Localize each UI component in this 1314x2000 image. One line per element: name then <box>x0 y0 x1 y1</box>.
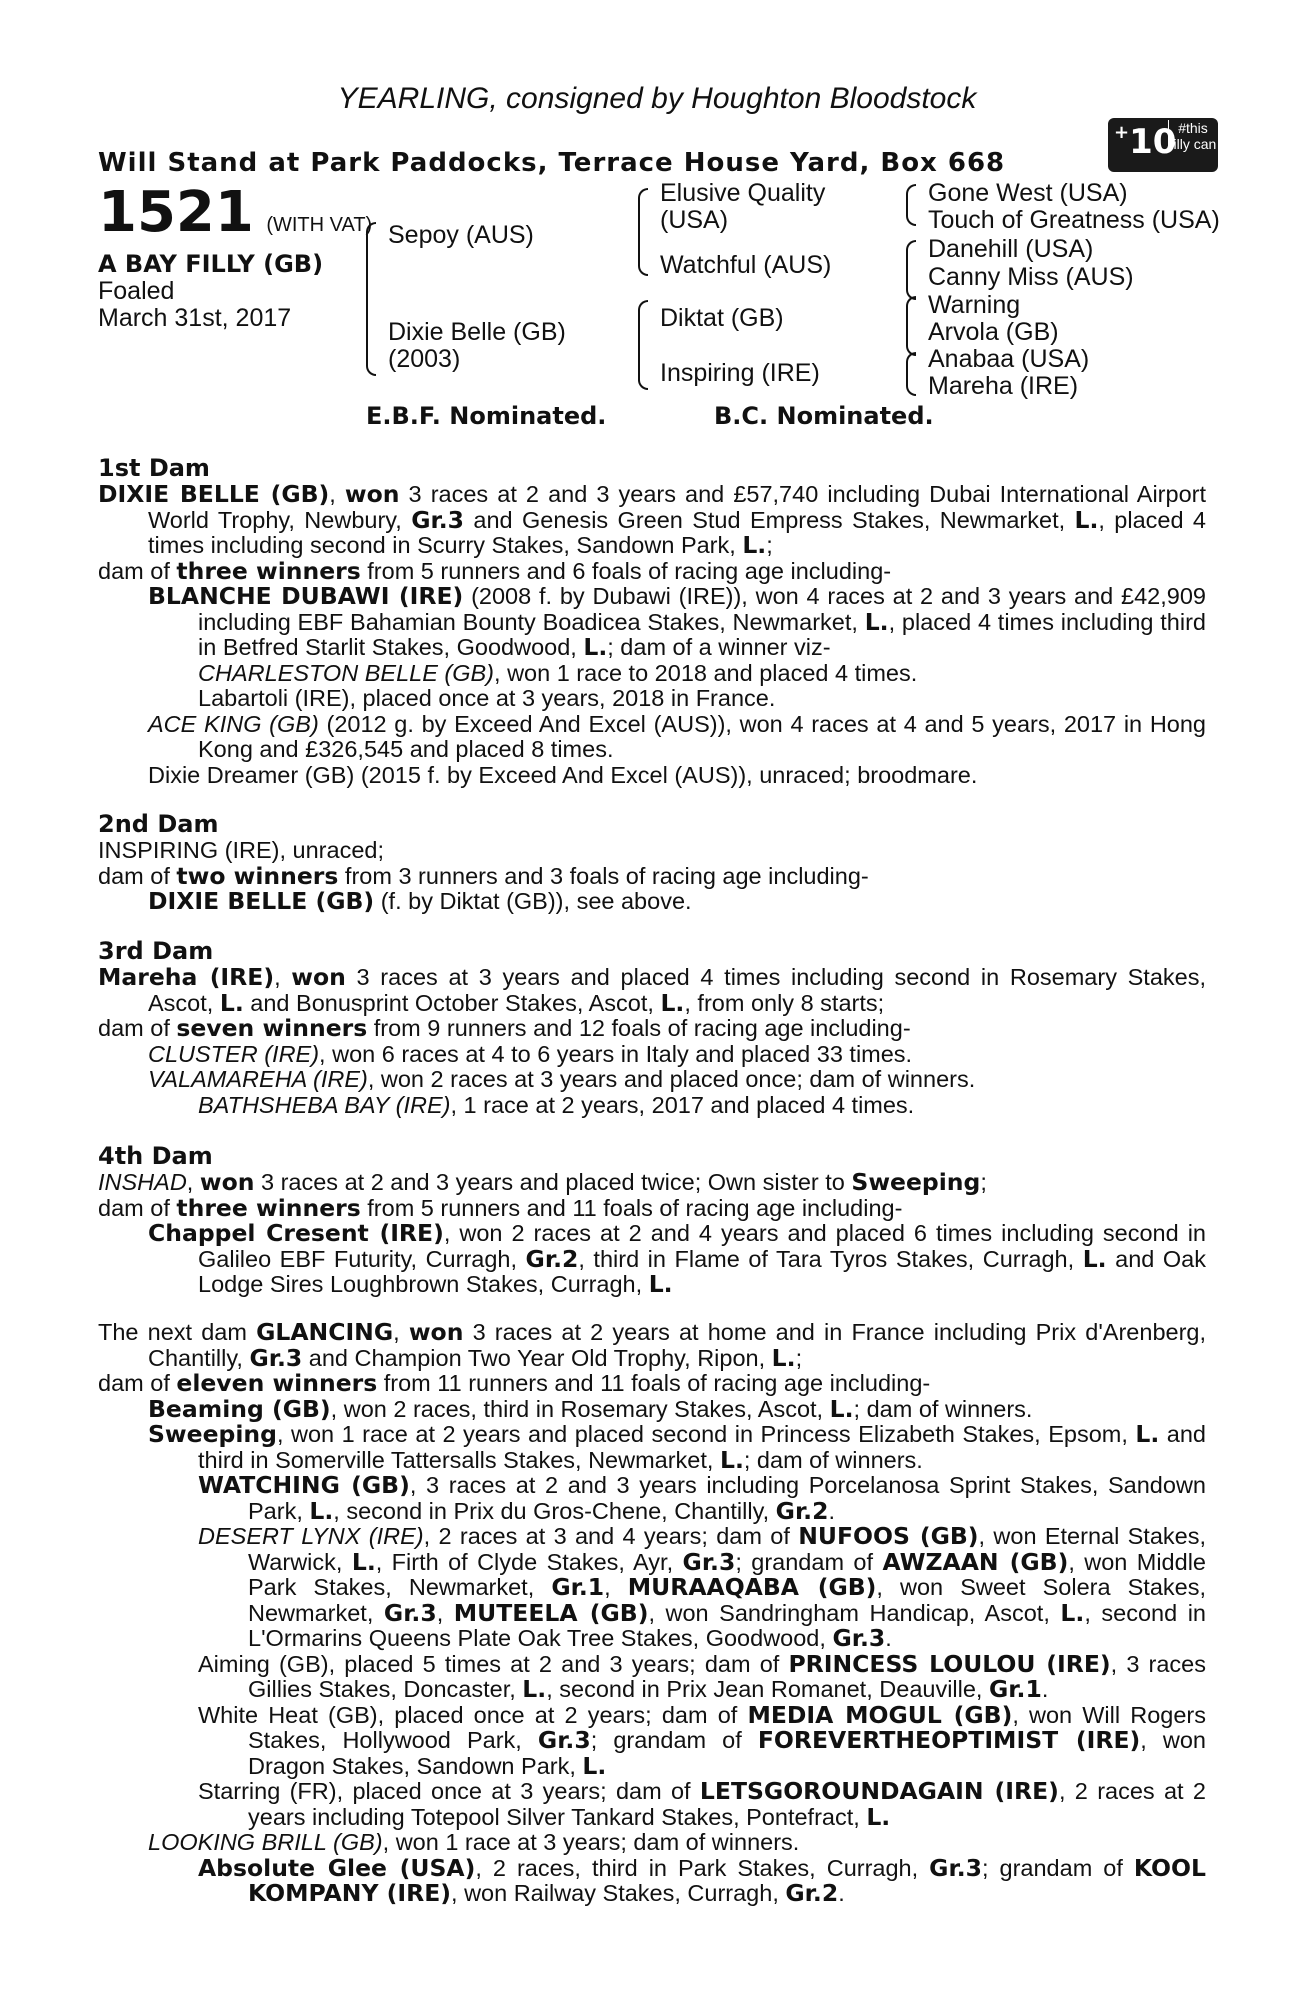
bold-text: L. <box>660 988 685 1017</box>
bold-text: L. <box>1135 1420 1160 1448</box>
bold-text: MURAAQABA (GB) <box>627 1573 877 1601</box>
text: Dixie Dreamer (GB) (2015 f. by Exceed And Excel (AUS)), unraced; broodmare. <box>148 761 978 788</box>
bold-text: Sweeping <box>851 1168 981 1196</box>
bold-text: L. <box>522 1675 547 1703</box>
text: White Heat (GB), placed once at 2 years; dam of <box>198 1701 748 1728</box>
text: . <box>838 1880 845 1906</box>
bold-text: eleven winners <box>176 1369 378 1397</box>
bold-text: L. <box>866 1802 891 1831</box>
text: , 3 races at 2 and 3 years including Porcelanosa Sprint Stakes, Sandown Park, <box>248 1472 1206 1524</box>
family-line <box>98 1524 1206 1652</box>
text: , won Dragon Stakes, Sandown Park, <box>248 1727 1206 1779</box>
italic-text: VALAMAREHA (IRE) <box>148 1066 368 1092</box>
text: and Bonusprint October Stakes, Ascot, <box>243 989 661 1016</box>
bold-text: MUTEELA (GB) <box>453 1598 649 1627</box>
text: , 2 races, third in Park Stakes, Curragh, <box>475 1854 930 1881</box>
text: , <box>186 1169 200 1195</box>
section-heading: 1st Dam <box>98 454 210 482</box>
bold-text: L. <box>351 1547 376 1576</box>
text: , <box>604 1574 628 1600</box>
text: , third in Flame of Tara Tyros Stakes, Curragh, <box>578 1245 1083 1272</box>
bold-text: Gr.3 <box>411 505 465 534</box>
bold-text: Gr.1 <box>989 1675 1042 1703</box>
text: , <box>436 1599 454 1626</box>
family-line <box>98 1649 1206 1703</box>
section-heading: 3rd Dam <box>98 937 214 965</box>
pedigree-ggs: Anabaa (USA) <box>928 345 1090 373</box>
third-dam-section <box>98 937 1206 1118</box>
bold-text: L. <box>583 633 608 661</box>
pedigree-ggs: Gone West (USA) <box>928 179 1128 207</box>
italic-text: LOOKING BRILL (GB) <box>148 1829 383 1855</box>
section-body <box>98 482 1206 788</box>
family-line <box>98 1042 1206 1068</box>
text: 3 races at 3 years and placed 4 times including second in Rosemary Stakes, Ascot, <box>148 964 1206 1016</box>
bold-text: L. <box>1082 1244 1107 1273</box>
bold-text: WATCHING (GB) <box>198 1471 410 1499</box>
pedigree-brace <box>638 300 648 390</box>
second-dam-section <box>98 810 1206 915</box>
family-line <box>98 1320 1206 1371</box>
bold-text: Gr.3 <box>832 1624 886 1652</box>
bold-text: won <box>199 1168 255 1196</box>
text: . <box>1041 1676 1049 1702</box>
text: Starring (FR), placed once at 3 years; dam of <box>198 1778 700 1804</box>
vat-note: (WITH VAT) <box>266 214 373 236</box>
text: ; <box>980 1169 987 1195</box>
text: INSPIRING (IRE), unraced; <box>98 837 384 863</box>
text: ; grandam of <box>981 1854 1134 1881</box>
pedigree-sire-dam: Watchful (AUS) <box>660 251 832 279</box>
bold-text: L. <box>1074 505 1099 534</box>
text: 3 races at 2 and 3 years and £57,740 including Dubai International Airport World Trophy, Newbury, <box>148 481 1206 533</box>
text: , won Will Rogers Stakes, Hollywood Park, <box>248 1701 1206 1753</box>
text: Labartoli (IRE), placed once at 3 years, 2018 in France. <box>198 685 776 711</box>
bold-text: BLANCHE DUBAWI (IRE) <box>148 582 464 610</box>
bold-text: Gr.3 <box>249 1343 303 1372</box>
pedigree-brace <box>638 188 648 276</box>
family-line <box>98 889 1206 915</box>
next-dam-section <box>98 1320 1206 1907</box>
text: , from only 8 starts; <box>684 989 885 1016</box>
family-line <box>98 1170 1206 1196</box>
text: dam of <box>98 1194 177 1221</box>
text: ; <box>795 1344 803 1371</box>
family-line <box>98 861 1206 890</box>
pedigree-brace <box>366 222 376 376</box>
text: Aiming (GB), placed 5 times at 2 and 3 years; dam of <box>198 1650 789 1677</box>
text: (2012 g. by Exceed And Excel (AUS)), won 4 races at 4 and 5 years, 2017 in Hong Kong and £326,545 and placed 8 times. <box>198 710 1207 762</box>
text: and Oak Lodge Sires Loughbrown Stakes, Curragh, <box>198 1245 1206 1297</box>
page-header: YEARLING, consigned by Houghton Bloodstock <box>337 82 977 115</box>
stand-location: Will Stand at Park Paddocks, Terrace House Yard, Box 668 <box>98 148 1006 178</box>
italic-text: ACE KING (GB) <box>148 710 319 737</box>
bold-text: GLANCING <box>256 1318 394 1346</box>
lot-number: 1521 <box>98 180 254 245</box>
foaled-date: March 31st, 2017 <box>98 304 292 332</box>
bold-text: L. <box>742 531 767 559</box>
text: (2008 f. by Dubawi (IRE)), won 4 races at 2 and 3 years and £42,909 including EBF Bahamian Bounty Boadicea Stakes, Newmarket, <box>198 583 1206 635</box>
bold-text: Gr.2 <box>775 1496 829 1525</box>
bold-text: seven winners <box>176 1014 368 1042</box>
bold-text: Gr.3 <box>929 1853 982 1882</box>
bold-text: Absolute Glee (USA) <box>198 1853 476 1882</box>
bold-text: MEDIA MOGUL (GB) <box>747 1700 1013 1729</box>
bold-text: Gr.2 <box>525 1244 579 1273</box>
bold-text: Gr.3 <box>383 1598 437 1627</box>
text: , won Sweet Solera Stakes, Newmarket, <box>248 1574 1206 1626</box>
pedigree-brace <box>906 184 916 226</box>
family-line <box>98 1193 1206 1222</box>
pedigree-brace <box>906 240 916 300</box>
bold-text: L. <box>309 1496 334 1525</box>
bold-text: KOOL KOMPANY (IRE) <box>248 1853 1206 1907</box>
pedigree-dam-sire: Diktat (GB) <box>660 304 784 332</box>
bold-text: L. <box>719 1445 744 1474</box>
family-line <box>98 1473 1206 1524</box>
text: , <box>393 1319 409 1345</box>
family-line <box>98 482 1206 559</box>
text: . <box>828 1497 835 1524</box>
text: , 1 race at 2 years, 2017 and placed 4 times. <box>450 1091 915 1118</box>
family-line <box>98 1093 1206 1119</box>
bold-text: two winners <box>176 861 339 890</box>
text: , Firth of Clyde Stakes, Ayr, <box>375 1548 683 1575</box>
text: , placed 4 times including third in Betfred Starlit Stakes, Goodwood, <box>198 608 1206 660</box>
family-line <box>98 1779 1206 1830</box>
bold-text: DIXIE BELLE (GB) <box>148 887 375 915</box>
text: The next dam <box>98 1319 257 1345</box>
text: dam of <box>98 1370 177 1396</box>
bold-text: Beaming (GB) <box>148 1394 331 1423</box>
text: , won 2 races at 2 and 4 years and placed 6 times including second in Galileo EBF Futurity, Curragh, <box>198 1220 1206 1272</box>
ebf-nominated: E.B.F. Nominated. <box>366 402 607 430</box>
family-line <box>98 1853 1206 1907</box>
italic-text: CHARLESTON BELLE (GB) <box>198 659 495 686</box>
ten-logo <box>1108 118 1218 172</box>
section-heading: 2nd Dam <box>98 810 219 838</box>
text: and third in Somerville Tattersalls Stakes, Newmarket, <box>198 1421 1206 1473</box>
pedigree-ggd: Mareha (IRE) <box>928 372 1079 400</box>
bold-text: L. <box>1060 1598 1085 1627</box>
bold-text: NUFOOS (GB) <box>798 1522 979 1550</box>
text: , won 2 races at 3 years and placed once; dam of winners. <box>367 1066 976 1092</box>
italic-text: INSHAD <box>98 1169 187 1195</box>
text: , 2 races at 3 and 4 years; dam of <box>423 1523 799 1549</box>
section-body <box>98 1320 1206 1907</box>
text: , won Eternal Stakes, Warwick, <box>248 1523 1206 1575</box>
italic-text: BATHSHEBA BAY (IRE) <box>198 1091 451 1118</box>
bold-text: LETSGOROUNDAGAIN (IRE) <box>699 1777 1059 1805</box>
pedigree-brace <box>906 296 916 356</box>
section-body <box>98 1170 1206 1298</box>
text: , 2 races at 2 years including Totepool Silver Tankard Stakes, Pontefract, <box>248 1778 1206 1830</box>
section-body <box>98 965 1206 1118</box>
bold-text: Gr.3 <box>682 1547 736 1576</box>
text: , <box>274 964 292 990</box>
family-line <box>98 838 1206 864</box>
family-line <box>98 1371 1206 1397</box>
bold-text: won <box>408 1318 464 1346</box>
pedigree-ggd: Touch of Greatness (USA) <box>928 206 1220 234</box>
text: , won 1 race to 2018 and placed 4 times. <box>494 659 918 686</box>
section-body <box>98 838 1206 915</box>
text: ; dam of winners. <box>743 1446 923 1473</box>
text: , second in L'Ormarins Queens Plate Oak Tree Stakes, Goodwood, <box>248 1599 1206 1651</box>
family-line <box>98 1016 1206 1042</box>
text: from 11 runners and 11 foals of racing age including- <box>377 1370 931 1396</box>
family-line <box>98 1067 1206 1093</box>
text: , won Sandringham Handicap, Ascot, <box>648 1599 1061 1626</box>
bold-text: PRINCESS LOULOU (IRE) <box>788 1649 1111 1678</box>
family-line <box>98 1830 1206 1856</box>
pedigree-dam: Dixie Belle (GB) <box>388 318 566 346</box>
family-line <box>98 712 1206 763</box>
pedigree-ggd: Arvola (GB) <box>928 318 1059 346</box>
family-line <box>98 763 1206 789</box>
bold-text: L. <box>219 988 244 1017</box>
text: , won 6 races at 4 to 6 years in Italy and placed 33 times. <box>319 1040 913 1067</box>
text: 3 races at 2 and 3 years and placed twice; Own sister to <box>254 1169 852 1195</box>
pedigree-dam-year: (2003) <box>388 345 461 373</box>
text: , won Railway Stakes, Curragh, <box>451 1880 786 1906</box>
family-line <box>98 965 1206 1016</box>
text: from 5 runners and 11 foals of racing age including- <box>360 1194 903 1221</box>
family-line <box>98 584 1206 661</box>
bold-text: L. <box>829 1394 854 1423</box>
text: 3 races at 2 years at home and in France including Prix d'Arenberg, Chantilly, <box>148 1319 1207 1371</box>
text: ; grandam of <box>735 1548 883 1575</box>
text: , second in Prix Jean Romanet, Deauville, <box>546 1676 989 1702</box>
text: ; grandam of <box>590 1727 758 1753</box>
bold-text: Mareha (IRE) <box>98 963 275 991</box>
family-line <box>98 1700 1206 1780</box>
text: . <box>885 1625 892 1651</box>
section-heading: 4th Dam <box>98 1142 213 1170</box>
bold-text: won <box>344 480 400 508</box>
text: and Champion Two Year Old Trophy, Ripon, <box>302 1344 772 1371</box>
bold-text: DIXIE BELLE (GB) <box>98 480 330 508</box>
text: dam of <box>98 862 177 889</box>
text: , won 2 races, third in Rosemary Stakes, Ascot, <box>330 1395 830 1422</box>
bold-text: L. <box>771 1343 796 1372</box>
logo-tagline: #this filly can <box>1169 120 1217 152</box>
text: ; dam of a winner viz- <box>607 634 831 660</box>
pedigree-ggs: Warning <box>928 291 1021 319</box>
family-line <box>98 1394 1206 1423</box>
family-line <box>98 661 1206 687</box>
text: , 3 races Gillies Stakes, Doncaster, <box>248 1650 1206 1702</box>
text: , won 1 race at 2 years and placed second in Princess Elizabeth Stakes, Epsom, <box>276 1421 1136 1447</box>
text: , won Middle Park Stakes, Newmarket, <box>248 1548 1206 1600</box>
text: from 3 runners and 3 foals of racing age including- <box>338 862 869 889</box>
logo-number: +10 <box>1114 122 1177 162</box>
text: dam of <box>98 557 177 584</box>
bc-nominated: B.C. Nominated. <box>714 402 934 430</box>
text: , second in Prix du Gros-Chene, Chantilly, <box>333 1497 776 1524</box>
text: dam of <box>98 1015 177 1041</box>
bold-text: won <box>291 963 346 991</box>
text: (f. by Diktat (GB)), see above. <box>374 888 692 914</box>
bold-text: three winners <box>176 556 361 585</box>
bold-text: L. <box>582 1751 607 1780</box>
pedigree-brace <box>906 352 916 396</box>
text: , placed 4 times including second in Scurry Stakes, Sandown Park, <box>148 506 1206 558</box>
text: and Genesis Green Stud Empress Stakes, Newmarket, <box>464 506 1075 533</box>
bold-text: Gr.2 <box>785 1879 839 1907</box>
text: , won 1 race at 3 years; dam of winners. <box>382 1829 800 1855</box>
family-line <box>98 686 1206 712</box>
bold-text: FOREVERTHEOPTIMIST (IRE) <box>757 1726 1141 1754</box>
lot-number-line <box>98 180 372 245</box>
text: from 5 runners and 6 foals of racing age including- <box>360 557 892 584</box>
family-line <box>98 556 1206 585</box>
italic-text: CLUSTER (IRE) <box>148 1040 320 1067</box>
text: , <box>329 481 345 507</box>
bold-text: L. <box>648 1270 673 1298</box>
pedigree-ggs: Danehill (USA) <box>928 235 1094 263</box>
lot-description: A BAY FILLY (GB) <box>98 250 324 278</box>
foaled-label: Foaled <box>98 277 175 305</box>
family-line <box>98 1221 1206 1298</box>
bold-text: Sweeping <box>148 1420 277 1448</box>
pedigree-dam-dam: Inspiring (IRE) <box>660 359 820 387</box>
first-dam-section <box>98 454 1206 788</box>
bold-text: three winners <box>176 1193 361 1222</box>
bold-text: AWZAAN (GB) <box>882 1547 1069 1576</box>
fourth-dam-section <box>98 1142 1206 1298</box>
text: ; dam of winners. <box>853 1395 1033 1422</box>
bold-text: Gr.1 <box>551 1573 605 1601</box>
pedigree-sire-sire: Elusive Quality (USA) <box>660 179 826 234</box>
pedigree-ggd: Canny Miss (AUS) <box>928 263 1134 291</box>
italic-text: DESERT LYNX (IRE) <box>198 1523 424 1549</box>
bold-text: L. <box>864 607 889 636</box>
bold-text: Chappel Cresent (IRE) <box>148 1219 444 1247</box>
pedigree-sire: Sepoy (AUS) <box>388 221 534 249</box>
bold-text: Gr.3 <box>537 1726 591 1754</box>
text: ; <box>766 532 773 558</box>
family-line <box>98 1422 1206 1473</box>
text: from 9 runners and 12 foals of racing age including- <box>367 1015 911 1041</box>
